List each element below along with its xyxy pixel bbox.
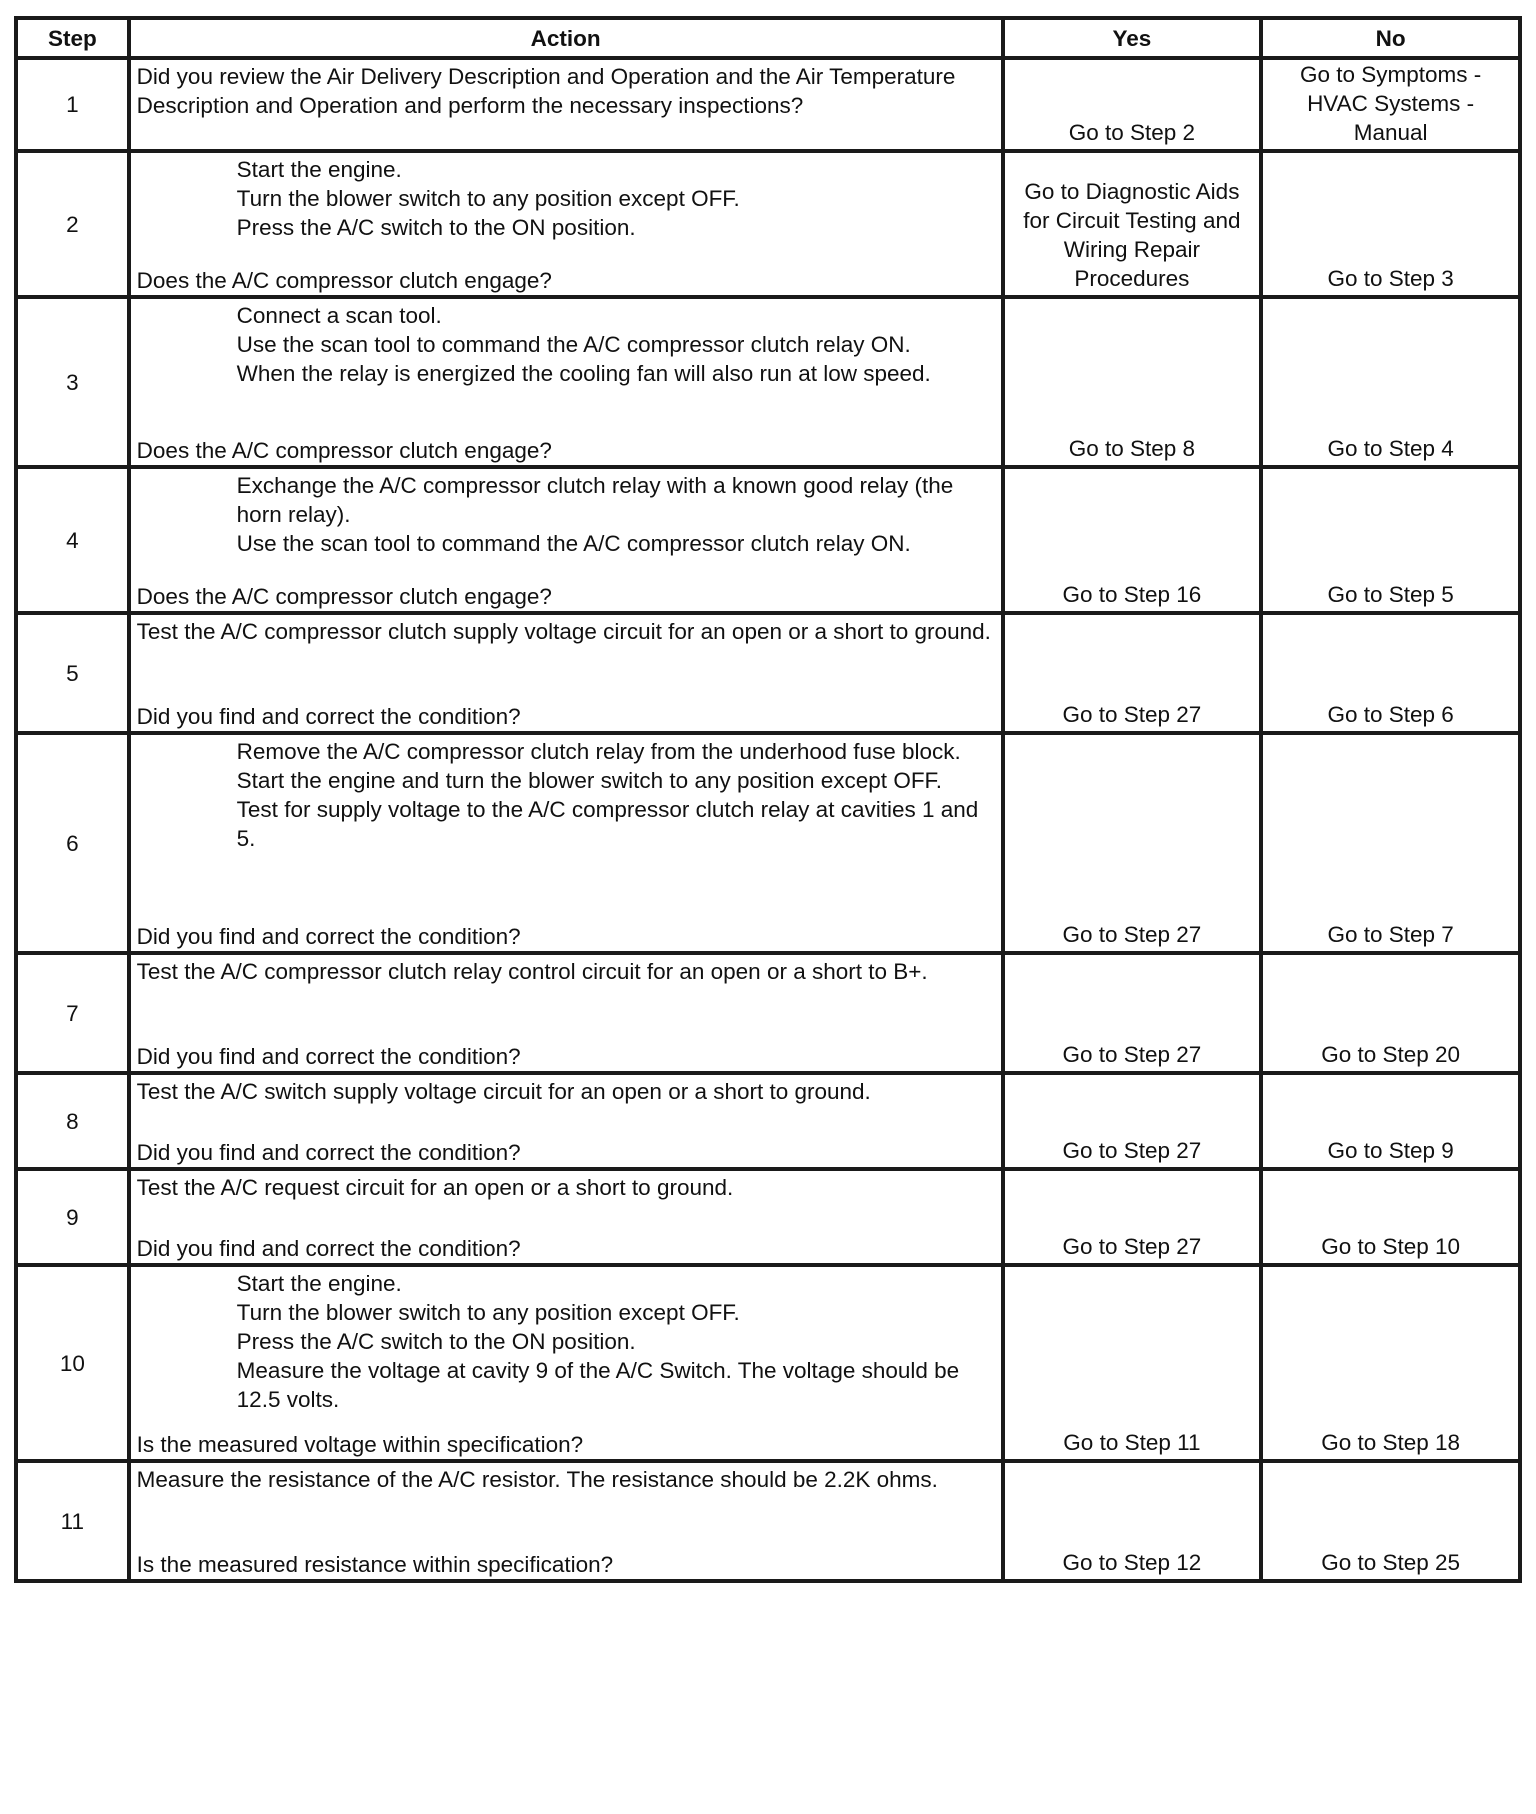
action-instruction: Turn the blower switch to any position except OFF. [236,1300,740,1325]
action-question: Did you find and correct the condition? [136,1236,521,1261]
action-cell [129,58,1003,151]
yes-cell: Go to Step 27 [1003,733,1262,953]
table-row [16,1073,1520,1169]
action-cell [129,733,1003,953]
step-number: 4 [16,467,129,613]
action-question: Does the A/C compressor clutch engage? [136,268,552,293]
action-cell [129,953,1003,1073]
header-row [16,18,1520,58]
action-instruction: Test the A/C request circuit for an open or a short to ground. [136,1175,734,1200]
action-instruction: Measure the voltage at cavity 9 of the A/C Switch. The voltage should be 12.5 volts. [236,1358,960,1412]
table-row [16,1265,1520,1461]
yes-cell: Go to Step 8 [1003,297,1262,467]
action-instruction: Start the engine and turn the blower switch to any position except OFF. [236,768,943,793]
no-cell: Go to Step 7 [1261,733,1520,953]
table-row [16,58,1520,151]
action-instruction: Turn the blower switch to any position except OFF. [236,186,740,211]
action-instruction: Press the A/C switch to the ON position. [236,215,636,240]
step-number: 1 [16,58,129,151]
action-cell [129,1461,1003,1581]
action-instruction: Test the A/C compressor clutch supply voltage circuit for an open or a short to ground. [136,619,991,644]
yes-cell: Go to Step 16 [1003,467,1262,613]
step-number: 10 [16,1265,129,1461]
yes-cell: Go to Step 11 [1003,1265,1262,1461]
no-cell: Go to Step 6 [1261,613,1520,733]
step-number: 3 [16,297,129,467]
action-instruction: Test the A/C switch supply voltage circuit for an open or a short to ground. [136,1079,871,1104]
action-instruction: Test the A/C compressor clutch relay control circuit for an open or a short to B+. [136,959,928,984]
diagnostic-table [14,16,1522,1583]
action-instruction: Remove the A/C compressor clutch relay from the underhood fuse block. [236,739,961,764]
step-number: 2 [16,151,129,297]
table-row [16,1461,1520,1581]
no-cell: Go to Symptoms - HVAC Systems - Manual [1261,58,1520,151]
action-question: Does the A/C compressor clutch engage? [136,438,552,463]
action-cell [129,151,1003,297]
no-cell: Go to Step 20 [1261,953,1520,1073]
action-question: Does the A/C compressor clutch engage? [136,584,552,609]
step-number: 9 [16,1169,129,1265]
yes-cell: Go to Step 12 [1003,1461,1262,1581]
header-step: Step [16,18,129,58]
header-action: Action [129,18,1003,58]
action-question: Is the measured voltage within specification? [136,1432,584,1457]
no-cell: Go to Step 3 [1261,151,1520,297]
yes-cell: Go to Diagnostic Aids for Circuit Testing and Wiring Repair Procedures [1003,151,1262,297]
action-cell [129,613,1003,733]
action-question: Did you find and correct the condition? [136,1044,521,1069]
no-cell: Go to Step 9 [1261,1073,1520,1169]
action-cell [129,1265,1003,1461]
header-yes: Yes [1003,18,1262,58]
action-question: Did you find and correct the condition? [136,1140,521,1165]
action-instruction: Did you review the Air Delivery Description and Operation and the Air Temperature Description and Operation and perform the necessary inspections? [136,64,956,118]
step-number: 6 [16,733,129,953]
action-instruction: Use the scan tool to command the A/C compressor clutch relay ON. [236,531,911,556]
no-cell: Go to Step 5 [1261,467,1520,613]
table-row [16,297,1520,467]
header-no: No [1261,18,1520,58]
step-number: 7 [16,953,129,1073]
action-cell [129,1073,1003,1169]
table-row [16,151,1520,297]
action-instruction: Connect a scan tool. [236,303,442,328]
action-question: Is the measured resistance within specification? [136,1552,614,1577]
step-number: 11 [16,1461,129,1581]
no-cell: Go to Step 4 [1261,297,1520,467]
action-instruction: Exchange the A/C compressor clutch relay with a known good relay (the horn relay). [236,473,954,527]
action-instruction: Measure the resistance of the A/C resistor. The resistance should be 2.2K ohms. [136,1467,938,1492]
no-cell: Go to Step 18 [1261,1265,1520,1461]
table-row [16,1169,1520,1265]
action-instruction: Start the engine. [236,1271,402,1296]
action-instruction: Press the A/C switch to the ON position. [236,1329,636,1354]
table-row [16,613,1520,733]
yes-cell: Go to Step 27 [1003,1169,1262,1265]
action-cell [129,467,1003,613]
action-question: Did you find and correct the condition? [136,924,521,949]
action-question: Did you find and correct the condition? [136,704,521,729]
table-row [16,953,1520,1073]
yes-cell: Go to Step 2 [1003,58,1262,151]
no-cell: Go to Step 10 [1261,1169,1520,1265]
yes-cell: Go to Step 27 [1003,613,1262,733]
no-cell: Go to Step 25 [1261,1461,1520,1581]
action-cell [129,1169,1003,1265]
step-number: 5 [16,613,129,733]
table-row [16,467,1520,613]
yes-cell: Go to Step 27 [1003,1073,1262,1169]
step-number: 8 [16,1073,129,1169]
action-instruction: Test for supply voltage to the A/C compressor clutch relay at cavities 1 and 5. [236,797,979,851]
action-instruction: When the relay is energized the cooling fan will also run at low speed. [236,361,931,386]
table-row [16,733,1520,953]
action-instruction: Use the scan tool to command the A/C compressor clutch relay ON. [236,332,911,357]
yes-cell: Go to Step 27 [1003,953,1262,1073]
action-cell [129,297,1003,467]
action-instruction: Start the engine. [236,157,402,182]
